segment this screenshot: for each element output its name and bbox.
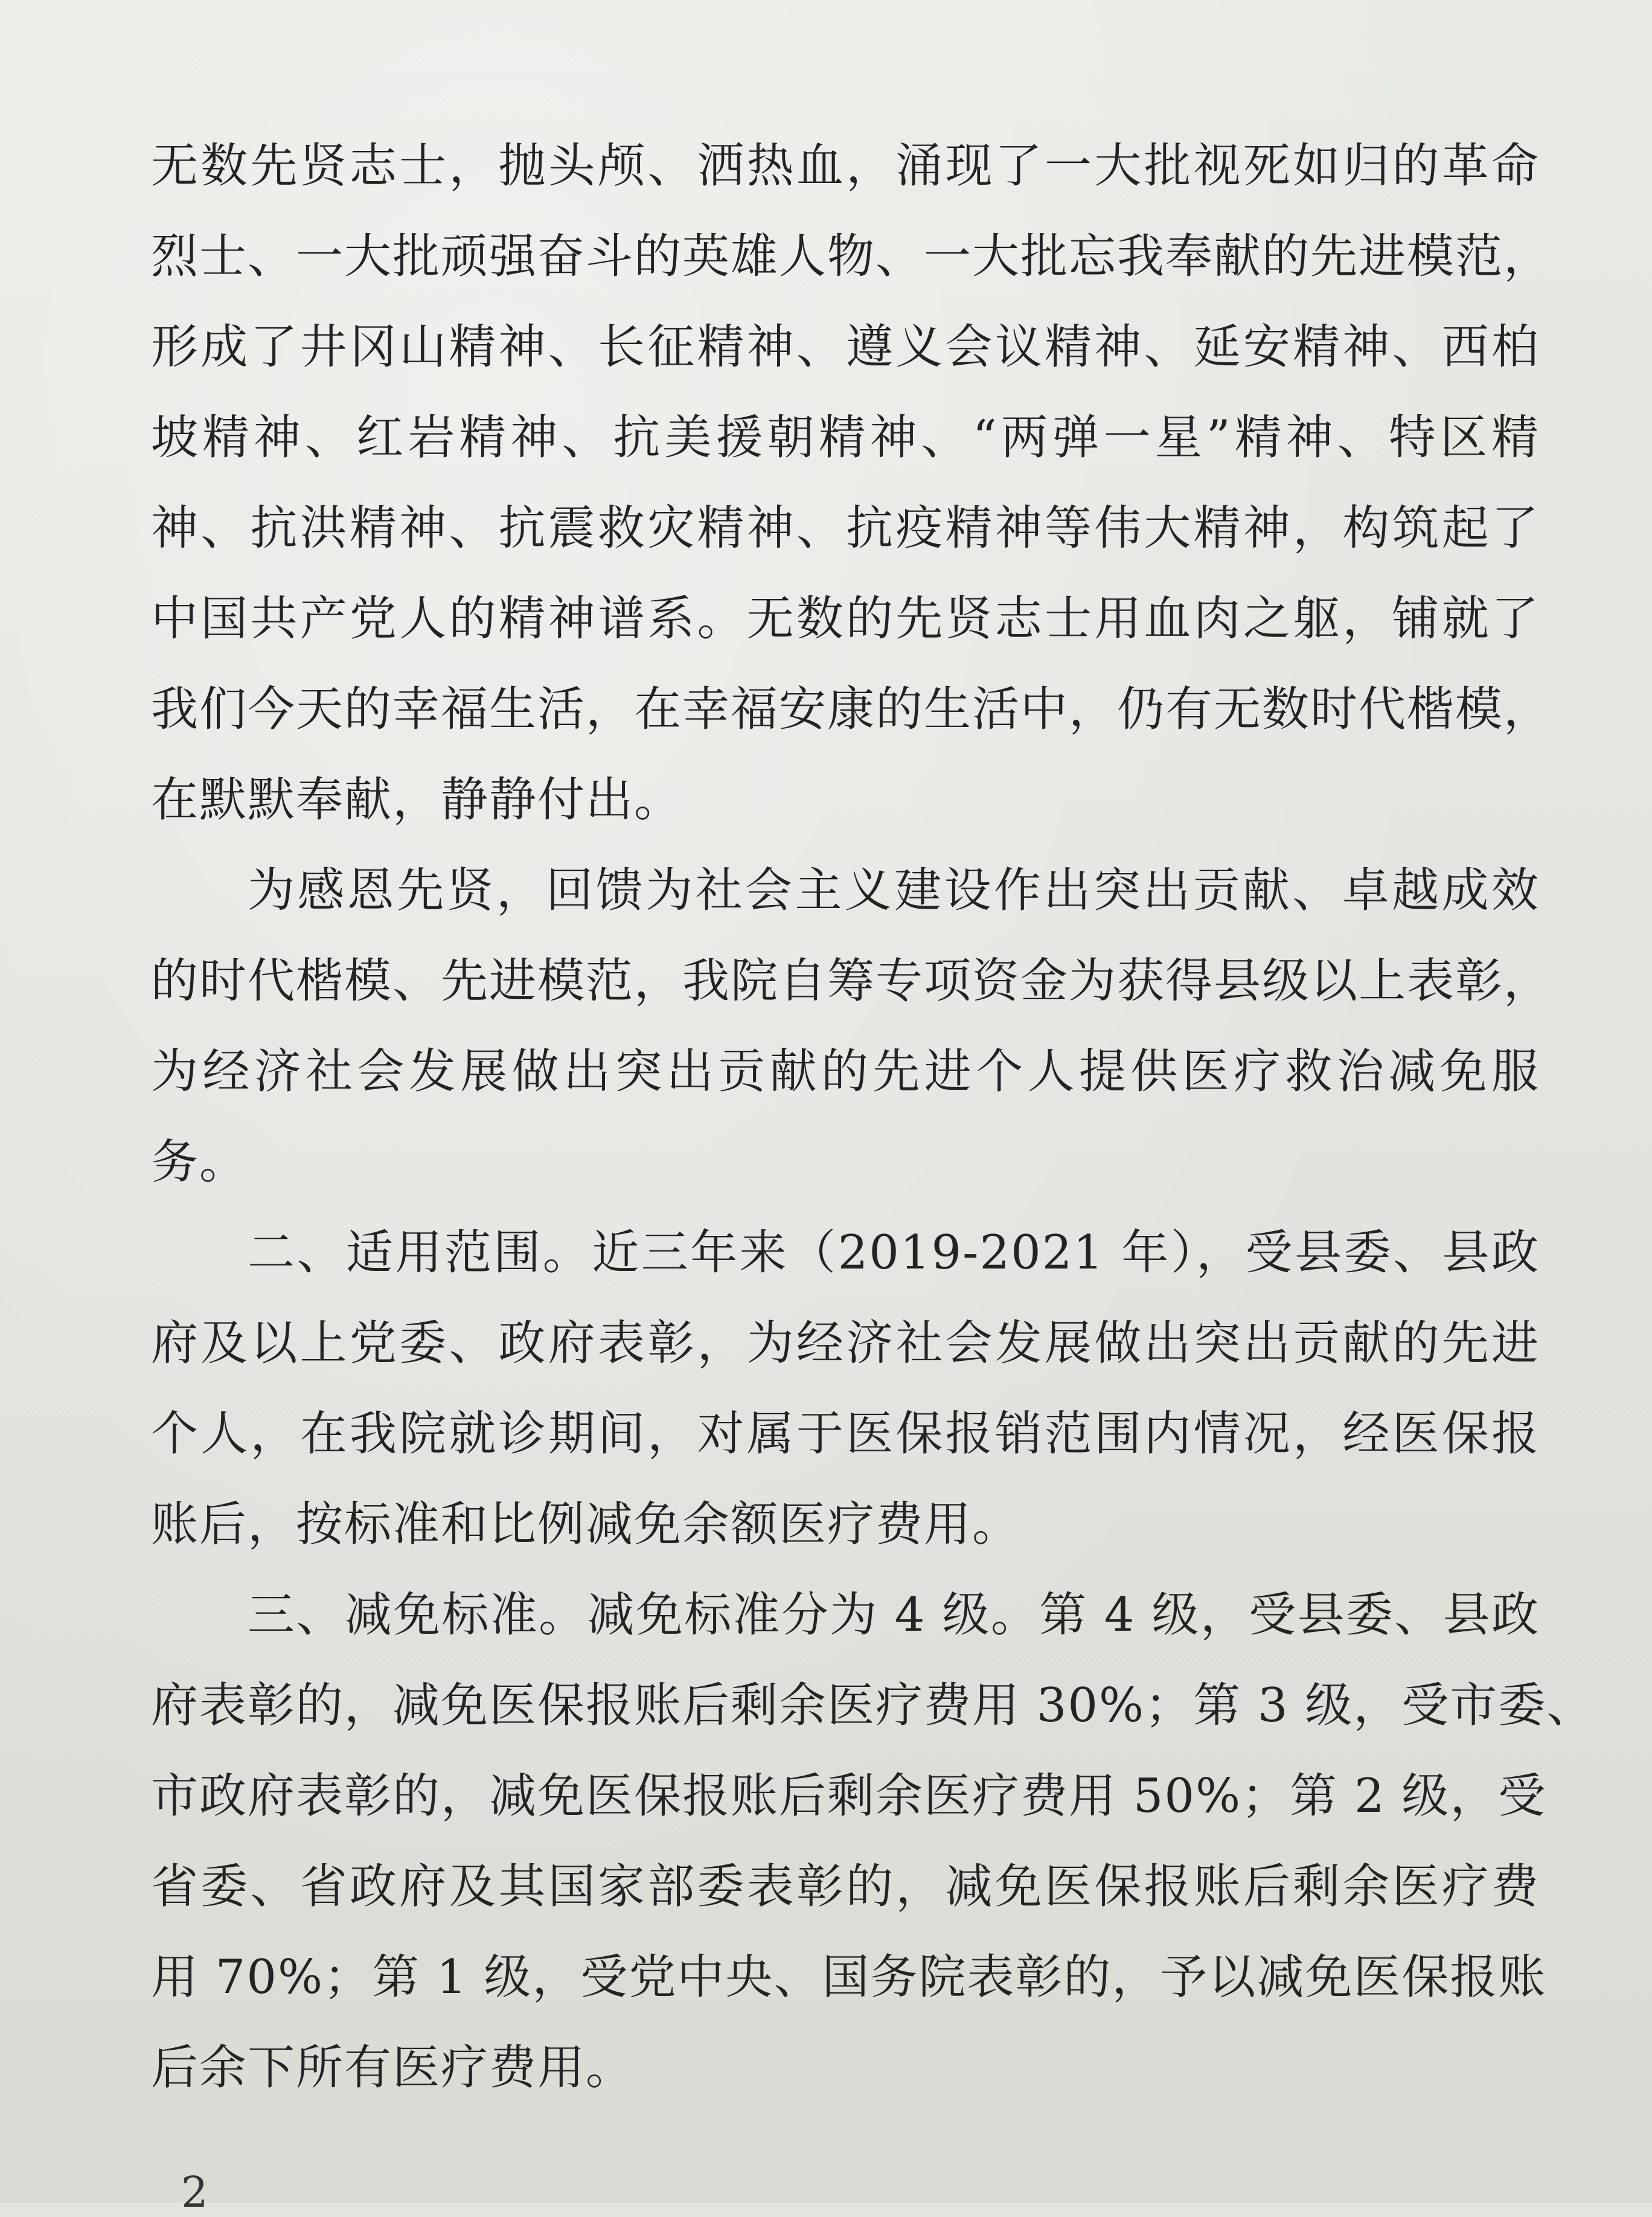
text-line: 用 70%；第 1 级，受党中央、国务院表彰的，予以减免医保报账 bbox=[151, 1950, 1547, 2004]
text-line: 三、减免标准。减免标准分为 4 级。第 4 级，受县委、县政 bbox=[248, 1588, 1540, 1642]
paragraph-scope bbox=[151, 1208, 1540, 1570]
paragraph-purpose bbox=[151, 845, 1552, 1208]
text-line: 神、抗洪精神、抗震救灾精神、抗疫精神等伟大精神，构筑起了 bbox=[151, 501, 1540, 555]
text-line: 府及以上党委、政府表彰，为经济社会发展做出突出贡献的先进 bbox=[151, 1316, 1540, 1371]
text-line: 无数先贤志士，抛头颅、洒热血，涌现了一大批视死如归的革命 bbox=[151, 139, 1540, 193]
text-line: 省委、省政府及其国家部委表彰的，减免医保报账后剩余医疗费 bbox=[151, 1860, 1540, 1914]
document-body bbox=[151, 121, 1595, 2113]
text-line: 坡精神、红岩精神、抗美援朝精神、“两弹一星”精神、特区精 bbox=[151, 411, 1540, 465]
text-line: 的时代楷模、先进模范，我院自筹专项资金为获得县级以上表彰， bbox=[151, 954, 1552, 1008]
text-line: 为经济社会发展做出突出贡献的先进个人提供医疗救治减免服 bbox=[151, 1045, 1540, 1099]
text-line: 烈士、一大批顽强奋斗的英雄人物、一大批忘我奉献的先进模范， bbox=[151, 229, 1552, 284]
text-line: 我们今天的幸福生活，在幸福安康的生活中，仍有无数时代楷模， bbox=[151, 682, 1552, 737]
text-line: 为感恩先贤，回馈为社会主义建设作出突出贡献、卓越成效 bbox=[248, 863, 1540, 918]
paragraph-standard bbox=[151, 1570, 1595, 2113]
text-line: 中国共产党人的精神谱系。无数的先贤志士用血肉之躯，铺就了 bbox=[151, 592, 1540, 646]
text-line: 个人，在我院就诊期间，对属于医保报销范围内情况，经医保报 bbox=[151, 1407, 1540, 1461]
text-line: 后余下所有医疗费用。 bbox=[151, 2041, 635, 2095]
text-line: 市政府表彰的，减免医保报账后剩余医疗费用 50%；第 2 级，受 bbox=[151, 1769, 1547, 1823]
text-line: 账后，按标准和比例减免余额医疗费用。 bbox=[151, 1497, 1021, 1552]
text-line: 形成了井冈山精神、长征精神、遵义会议精神、延安精神、西柏 bbox=[151, 320, 1540, 374]
text-line: 务。 bbox=[151, 1135, 248, 1189]
text-line: 在默默奉献，静静付出。 bbox=[151, 773, 683, 827]
text-line: 二、适用范围。近三年来（2019-2021 年），受县委、县政 bbox=[248, 1226, 1540, 1280]
page-number: 2 bbox=[181, 2167, 208, 2217]
text-line: 府表彰的，减免医保报账后剩余医疗费用 30%；第 3 级，受市委、 bbox=[151, 1678, 1595, 1733]
paragraph-intro-continued bbox=[151, 121, 1552, 845]
